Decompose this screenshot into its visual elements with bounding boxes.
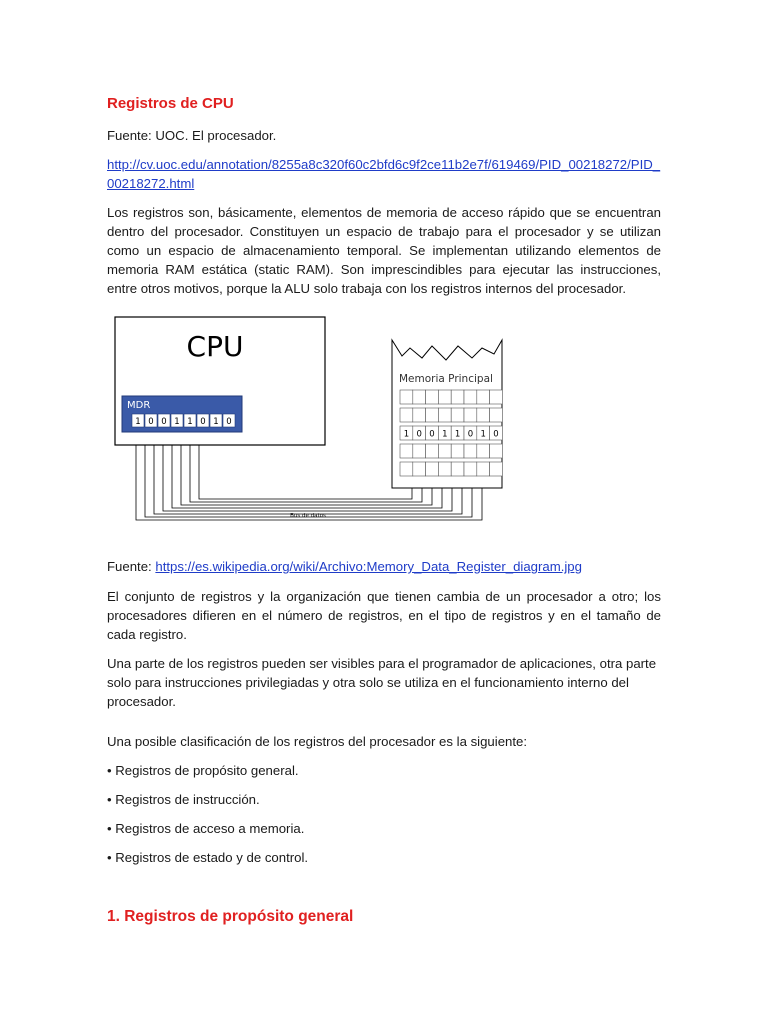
memory-cell xyxy=(413,408,426,422)
mdr-bit-value: 0 xyxy=(161,417,167,427)
memory-bit-value: 1 xyxy=(480,429,486,440)
memory-cell xyxy=(464,408,477,422)
memory-cell xyxy=(400,462,413,476)
section-heading: 1. Registros de propósito general xyxy=(107,908,354,925)
bus-wire xyxy=(190,445,422,502)
classification-item-1: • Registros de propósito general. xyxy=(107,763,299,778)
mdr-bit-value: 1 xyxy=(213,417,219,427)
memory-bit-value: 0 xyxy=(493,429,499,440)
memory-data-register-diagram xyxy=(110,310,520,530)
memory-cell xyxy=(413,462,426,476)
mdr-bit-value: 0 xyxy=(226,417,232,427)
source-line: Fuente: UOC. El procesador. xyxy=(107,128,277,143)
mdr-bit-value: 0 xyxy=(200,417,206,427)
memory-bit-value: 1 xyxy=(442,429,448,440)
memory-cell xyxy=(451,408,464,422)
mdr-bit-value: 1 xyxy=(187,417,193,427)
mdr-bit-value: 0 xyxy=(148,417,154,427)
page-title: Registros de CPU xyxy=(107,95,234,112)
source-url-paragraph xyxy=(107,155,661,193)
memory-cell xyxy=(438,444,451,458)
memory-cell xyxy=(464,462,477,476)
classification-item-4: • Registros de estado y de control. xyxy=(107,850,309,865)
source-url-link[interactable]: http://cv.uoc.edu/annotation/8255a8c320f60c2bfd6c9f2ce11b2e7f/619469/PID_00218272/PID_00218272.html xyxy=(107,157,661,191)
memory-label: Memoria Principal xyxy=(399,373,493,385)
mdr-label: MDR xyxy=(127,400,151,411)
memory-cell xyxy=(464,444,477,458)
memory-cell xyxy=(490,462,503,476)
classification-item-3: • Registros de acceso a memoria. xyxy=(107,821,305,836)
figure-source xyxy=(107,557,661,576)
memory-cell xyxy=(477,408,490,422)
figure-source-link[interactable]: https://es.wikipedia.org/wiki/Archivo:Memory_Data_Register_diagram.jpg xyxy=(155,559,582,574)
memory-cell xyxy=(438,408,451,422)
memory-cell xyxy=(477,390,490,404)
memory-cell xyxy=(426,408,439,422)
cpu-label: CPU xyxy=(186,330,244,363)
memory-cell xyxy=(413,390,426,404)
memory-cell xyxy=(490,408,503,422)
memory-cell xyxy=(490,390,503,404)
memory-cell xyxy=(400,408,413,422)
bus-wire xyxy=(199,445,412,499)
memory-cell xyxy=(426,444,439,458)
memory-cell xyxy=(464,390,477,404)
memory-cell xyxy=(477,444,490,458)
memory-cell xyxy=(426,462,439,476)
memory-bit-value: 1 xyxy=(403,429,410,440)
memory-bit-value: 0 xyxy=(467,429,474,440)
memory-bit-value: 0 xyxy=(429,429,435,440)
classification-intro: Una posible clasificación de los registros del procesador es la siguiente: xyxy=(107,734,528,749)
classification-item-2: • Registros de instrucción. xyxy=(107,792,260,807)
memory-cell xyxy=(438,390,451,404)
memory-cell xyxy=(451,444,464,458)
memory-bit-value: 0 xyxy=(416,429,422,440)
memory-cell xyxy=(477,462,490,476)
memory-cell xyxy=(451,462,464,476)
mdr-bit-value: 1 xyxy=(174,417,180,427)
memory-cell xyxy=(400,444,413,458)
memory-rows xyxy=(400,390,502,476)
memory-bit-value: 1 xyxy=(454,429,461,440)
memory-cell xyxy=(490,444,503,458)
memory-cell xyxy=(451,390,464,404)
figure-source-prefix: Fuente: xyxy=(107,559,156,574)
memory-cell xyxy=(400,390,413,404)
paragraph-3: Una parte de los registros pueden ser visibles para el programador de aplicaciones, otra parte solo para instrucciones privilegiadas y otra solo se utiliza en el funcionamiento interno del procesador. xyxy=(107,656,657,709)
bus-label: Bus de datos xyxy=(290,513,326,519)
memory-cell xyxy=(426,390,439,404)
intro-paragraph: Los registros son, básicamente, elementos de memoria de acceso rápido que se encuentran dentro del procesador. Constituyen un espacio de trabajo para el procesador y se utilizan como un espacio de almacenamiento temporal. Se implementan utilizando elementos de memoria RAM estática (static RAM). Son imprescindibles para ejecutar las instrucciones, entre otros motivos, porque la ALU solo trabaja con los registros internos del procesador. xyxy=(107,205,661,296)
mdr-bit-value: 1 xyxy=(135,417,141,427)
paragraph-2: El conjunto de registros y la organización que tienen cambia de un procesador a otro; los procesadores difieren en el número de registros, en el tipo de registros y en el tamaño de cada registro. xyxy=(107,589,661,642)
memory-cell xyxy=(438,462,451,476)
memory-cell xyxy=(413,444,426,458)
